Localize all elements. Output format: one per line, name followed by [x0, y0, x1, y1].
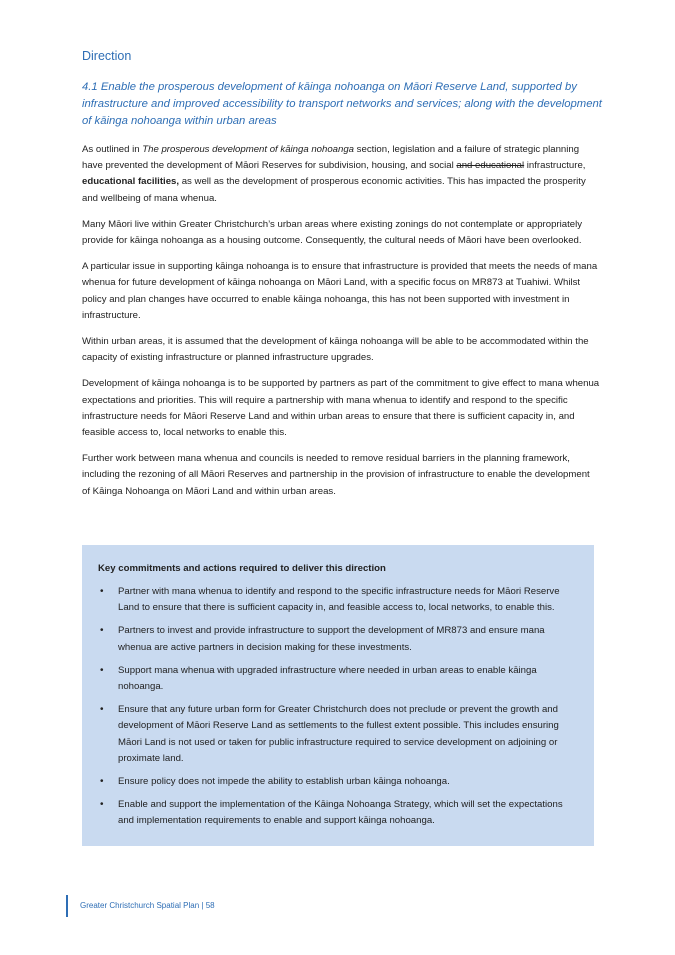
paragraph-2: Many Māori live within Greater Christchurch’s urban areas where existing zonings do not contemplate or appropriately provide for kāinga nohoanga as a housing outcome. Consequently, the cultural needs of Māori have been overlooked. — [82, 218, 583, 247]
p1-bold-text: educational facilities, — [82, 176, 180, 188]
commitments-list — [98, 584, 578, 837]
list-item-text: Ensure that any future urban form for Greater Christchurch does not preclude or prevent the growth and development of Māori Reserve Land as settlements to the fullest extent possible. This includes ensuring Māori Land is not used or taken for public infrastructure required to service development on adjoining or proximate land. — [118, 704, 559, 764]
list-item-text: Enable and support the implementation of the Kāinga Nohoanga Strategy, which will set the expectations and implementation requirements to enable and support kāinga nohoanga. — [118, 799, 563, 827]
p1-text-c: infrastructure, — [524, 160, 586, 172]
bullet-icon: • — [100, 704, 104, 716]
page-footer: Greater Christchurch Spatial Plan | 58 — [66, 895, 215, 917]
list-item — [98, 584, 578, 616]
key-commitments-box — [82, 545, 594, 846]
list-item — [98, 702, 578, 767]
paragraph-6: Further work between mana whenua and councils is needed to remove residual barriers in the planning framework, including the rezoning of all Māori Reserves and partnership in the provision of infrastructure to enable the development of Kāinga Nohoanga on Māori Land and within urban areas. — [82, 453, 590, 497]
list-item — [98, 663, 578, 695]
list-item-text: Partner with mana whenua to identify and respond to the specific infrastructure needs for Māori Reserve Land to ensure that there is sufficient capacity in, and feasible access to, local networks, to enable this. — [118, 586, 560, 614]
paragraph-5: Development of kāinga nohoanga is to be supported by partners as part of the commitment to give effect to mana whenua expectations and priorities. This will require a partnership with mana whenua to identify and respond to the specific infrastructure needs for Māori Reserve Land and within urban areas to ensure that there is sufficient capacity in, and feasible access to, local networks to enable this. — [82, 378, 600, 439]
bullet-icon: • — [100, 799, 104, 811]
p1-italic-title: The prosperous development of kāinga nohoanga — [142, 144, 355, 155]
paragraph-4: Within urban areas, it is assumed that the development of kāinga nohoanga will be able to be accommodated within the capacity of existing infrastructure or planned infrastructure upgrades. — [82, 336, 589, 364]
list-item — [98, 797, 578, 829]
bullet-icon: • — [100, 625, 104, 637]
p1-text-d: as well as the development of prosperous economic activities. This has impacted the prosperity and wellbeing of mana whenua. — [82, 176, 586, 204]
direction-subheading: 4.1 Enable the prosperous development of kāinga nohoanga on Māori Reserve Land, supported by infrastructure and improved accessibility to transport networks and services; along with the development of kāinga nohoanga within urban areas — [82, 81, 602, 127]
list-item-text: Partners to invest and provide infrastructure to support the development of MR873 and ensure mana whenua are active partners in decision making for these investments. — [118, 625, 545, 653]
p1-struck-text: and educational — [456, 160, 525, 172]
bullet-icon: • — [100, 776, 104, 788]
list-item — [98, 774, 578, 790]
body-text — [82, 142, 600, 510]
list-item — [98, 623, 578, 655]
bullet-icon: • — [100, 586, 104, 597]
list-item-text: Support mana whenua with upgraded infrastructure where needed in urban areas to enable kāinga nohoanga. — [118, 664, 537, 693]
p1-text-b: section, legislation and a failure of strategic planning have prevented the development of Māori Reserves for subdivision, housing, and social — [82, 144, 580, 172]
bullet-icon: • — [100, 664, 104, 676]
p1-text-a: As outlined in — [82, 144, 143, 155]
box-title: Key commitments and actions required to deliver this direction — [98, 563, 386, 574]
paragraph-3: A particular issue in supporting kāinga nohoanga is to ensure that infrastructure is provided that meets the needs of mana whenua for future development of kāinga nohoanga on Māori Land, with a specific focus on MR873 at Tuahiwi. Whilst policy and plan changes have occurred to enable kāinga nohoanga, this has not been supported with investment in infrastructure. — [82, 261, 598, 321]
list-item-text: Ensure policy does not impede the ability to establish urban kāinga nohoanga. — [118, 776, 450, 788]
section-heading: Direction — [82, 49, 132, 63]
paragraph-1 — [82, 142, 600, 207]
